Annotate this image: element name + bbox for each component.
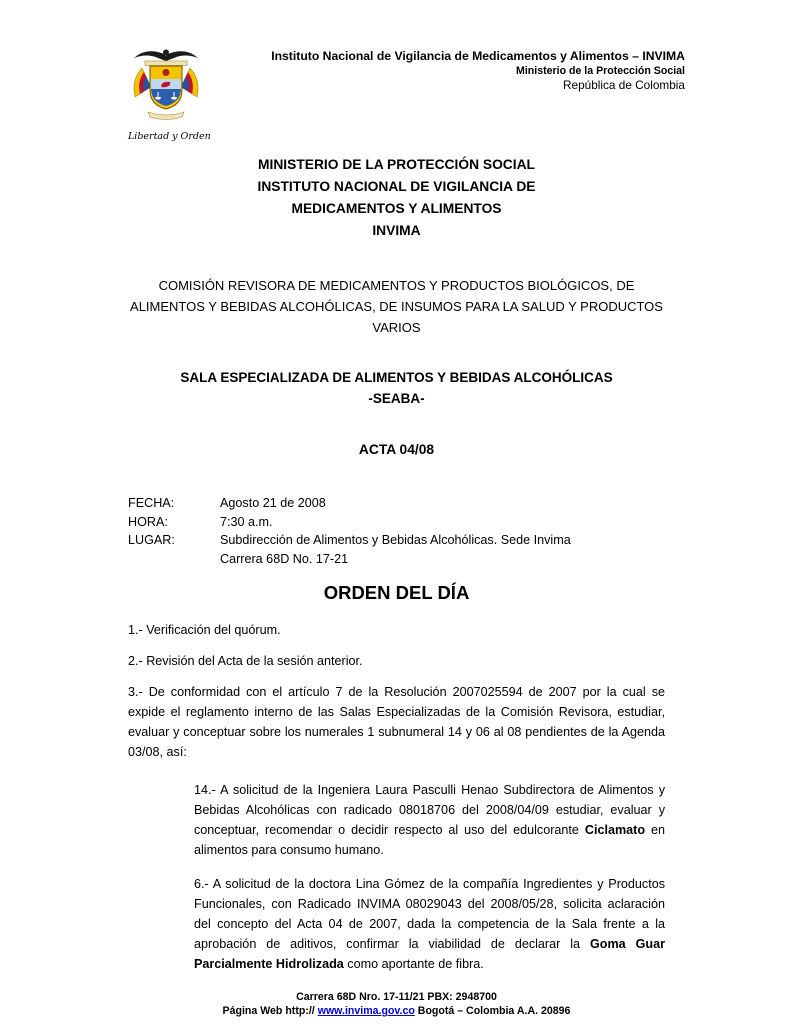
website-link[interactable]: www.invima.gov.co: [317, 1005, 415, 1017]
footer-web-suffix: Bogotá – Colombia A.A. 20896: [414, 1005, 571, 1017]
letterhead-text: [204, 45, 685, 93]
agenda-item-3: 3.- De conformidad con el artículo 7 de la Resolución 2007025594 de 2007 por la cual se expide el reglamento interno de las Salas Especializadas de la Comisión Revisora, estudiar, evaluar y conceptuar sobre los numerales 1 subnumeral 14 y 06 al 08 pendientes de la Agenda 03/08, así:: [128, 685, 665, 759]
meta-row-lugar-2: [128, 550, 665, 569]
title-line-4: INVIMA: [372, 223, 421, 238]
coat-of-arms-icon: [130, 45, 202, 125]
meta-value: Carrera 68D No. 17-21: [220, 551, 349, 566]
meta-label: LUGAR:: [128, 533, 175, 547]
letterhead-line-institute: Instituto Nacional de Vigilancia de Medicamentos y Alimentos – INVIMA: [271, 49, 685, 63]
agenda-item-1: 1.- Verificación del quórum.: [128, 623, 281, 637]
title-line-1: MINISTERIO DE LA PROTECCIÓN SOCIAL: [258, 157, 535, 172]
footer-web-prefix: Página Web http://: [222, 1005, 318, 1017]
meta-label: HORA:: [128, 514, 168, 529]
title-line-2: INSTITUTO NACIONAL DE VIGILANCIA DE: [257, 179, 536, 194]
sala-title-block: [128, 367, 665, 409]
commission-paragraph: COMISIÓN REVISORA DE MEDICAMENTOS Y PRODUCTOS BIOLÓGICOS, DE ALIMENTOS Y BEBIDAS ALCOHÓLICAS, DE INSUMOS PARA LA SALUD Y PRODUCTOS VARIOS: [130, 278, 663, 335]
meta-block: [128, 494, 665, 568]
document-title-block: [128, 154, 665, 242]
meta-label: [128, 550, 220, 569]
footer-address-line: Carrera 68D Nro. 17-11/21 PBX: 2948700: [296, 991, 497, 1003]
agenda-item-6: 6.- A solicitud de la doctora Lina Gómez de la compañía Ingredientes y Productos Funcionales, con Radicado INVIMA 08029043 del 2008/05/28, solicita aclaración del concepto del Acta 04 de 2007, dada la competencia de la Sala frente a la aprobación de aditivos, confirmar la viabilidad de declarar la Goma Guar Parcialmente Hidrolizada como aportante de fibra.: [194, 877, 665, 971]
letterhead-line-republic: República de Colombia: [563, 78, 685, 92]
agenda: [128, 620, 665, 974]
meta-value: Subdirección de Alimentos y Bebidas Alcohólicas. Sede Invima: [220, 533, 571, 547]
meta-row-fecha: [128, 494, 665, 513]
agenda-item-14: 14.- A solicitud de la Ingeniera Laura Pasculli Henao Subdirectora de Alimentos y Bebidas Alcohólicas con radicado 08018706 del 2008/04/09 estudiar, evaluar y conceptuar, recomendar o decidir respecto al uso del edulcorante Ciclamato en alimentos para consumo humano.: [194, 783, 665, 857]
invima-logo: [128, 45, 211, 142]
letterhead: [128, 45, 685, 142]
meta-label: FECHA:: [128, 496, 175, 510]
orden-del-dia-title: ORDEN DEL DÍA: [323, 582, 470, 603]
meta-value: Agosto 21 de 2008: [220, 496, 326, 510]
sala-line-2: -SEABA-: [368, 391, 425, 406]
logo-motto: Libertad y Orden: [128, 131, 211, 142]
page-footer: [128, 990, 665, 1018]
agenda-item-2: 2.- Revisión del Acta de la sesión anterior.: [128, 654, 363, 668]
acta-title: ACTA 04/08: [358, 442, 435, 457]
sala-line-1: SALA ESPECIALIZADA DE ALIMENTOS Y BEBIDAS ALCOHÓLICAS: [180, 370, 613, 385]
letterhead-line-ministry: Ministerio de la Protección Social: [516, 65, 685, 77]
meta-value: 7:30 a.m.: [220, 514, 273, 529]
meta-row-lugar: [128, 531, 665, 550]
meta-row-hora: [128, 513, 665, 532]
title-line-3: MEDICAMENTOS Y ALIMENTOS: [291, 201, 502, 216]
footer-web-line: [128, 1004, 665, 1018]
